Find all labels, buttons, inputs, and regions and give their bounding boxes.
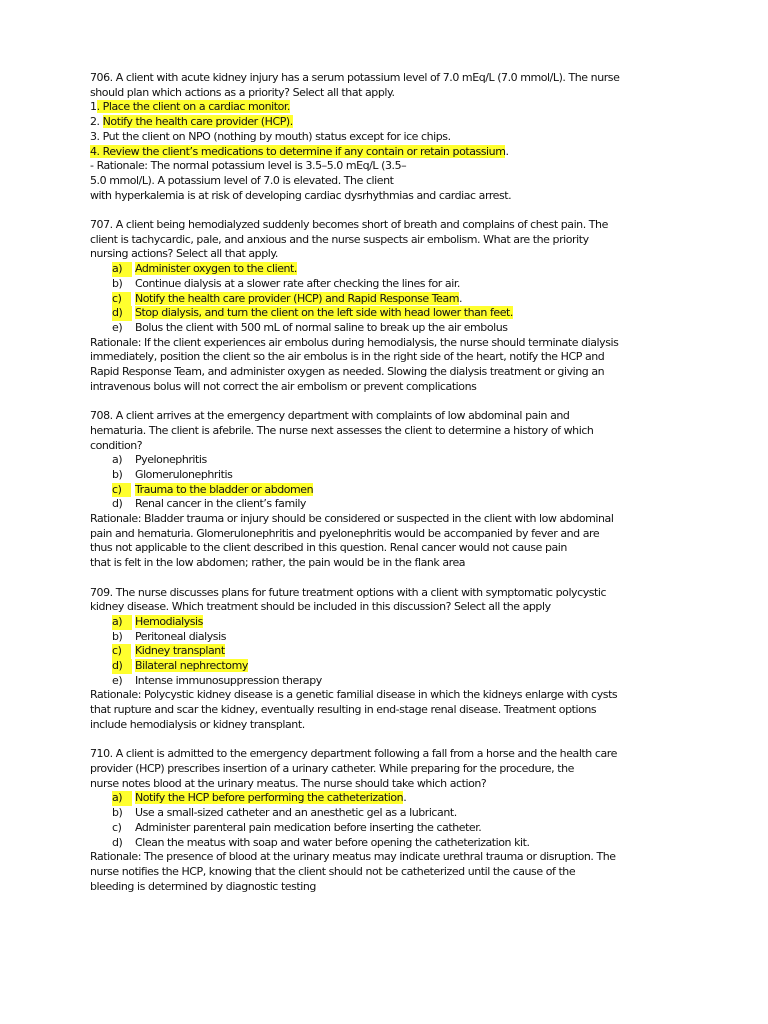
rationale-line: Rapid Response Team, and administer oxygen as needed. Slowing the dialysis treatment or giving an [90,365,605,379]
answer-option-c [90,821,690,836]
highlighted-answer: Hemodialysis [135,614,203,628]
rationale-line: that rupture and scar the kidney, eventually resulting in end-stage renal disease. Treatment options [90,703,597,717]
rationale-line: 5.0 mmol/L). A potassium level of 7.0 is elevated. The client [90,173,394,187]
question-710 [90,747,690,894]
rationale-line: immediately, position the client so the air embolus is in the right side of the heart, notify the HCP and [90,350,605,364]
rationale-line: pain and hematuria. Glomerulonephritis and pyelonephritis would be accompanied by fever and are [90,526,600,540]
option-text: Intense immunosuppression therapy [135,673,322,687]
option-text: Renal cancer in the client’s family [135,497,306,511]
answer-option-c [90,644,690,659]
answer-option-a [90,262,690,277]
option-label: d) [112,835,123,849]
highlighted-answer: Bilateral nephrectomy [135,659,248,673]
option-label: c) [112,483,131,498]
highlighted-answer: 4. Review the client’s medications to determine if any contain or retain potassium [90,144,506,158]
option-label: b) [112,806,123,820]
option-text: Administer parenteral pain medication before inserting the catheter. [135,820,482,834]
option-label: a) [112,791,132,806]
option-label: a) [112,262,132,277]
option-label: b) [112,629,123,643]
question-stem-line: hematuria. The client is afebrile. The nurse next assesses the client to determine a history of which [90,423,594,437]
rationale-line: that is felt in the low abdomen; rather, the pain would be in the flank area [90,556,466,570]
option-number: 2. [90,115,103,129]
highlighted-answer: Administer oxygen to the client. [135,262,297,276]
highlighted-answer: Trauma to the bladder or abdomen [135,482,314,496]
option-suffix: . [403,791,407,805]
rationale-line: nurse notifies the HCP, knowing that the client should not be catheterized until the cause of the [90,864,576,878]
rationale-line: thus not applicable to the client described in this question. Renal cancer would not cause pain [90,541,567,555]
answer-option-b [90,468,690,483]
option-text: Pyelonephritis [135,453,207,467]
rationale-line: Rationale: The presence of blood at the urinary meatus may indicate urethral trauma or disruption. The [90,850,616,864]
answer-option-b [90,277,690,292]
option-suffix: . [459,291,463,305]
answer-option-c [90,483,690,498]
option-label: c) [112,292,131,307]
highlighted-answer: Stop dialysis, and turn the client on the left side with head lower than feet. [135,306,513,320]
option-label: b) [112,276,123,290]
answer-option-d [90,836,690,851]
question-708 [90,409,690,571]
rationale-line: Rationale: Polycystic kidney disease is a genetic familial disease in which the kidneys enlarge with cysts [90,688,618,702]
option-label: e) [112,320,123,334]
answer-option-1 [90,100,690,115]
rationale-line: include hemodialysis or kidney transplant. [90,717,305,731]
answer-option-a [90,615,690,630]
option-label: e) [112,673,123,687]
answer-option-c [90,292,690,307]
option-text: Peritoneal dialysis [135,629,226,643]
answer-option-a [90,791,690,806]
option-text: Clean the meatus with soap and water before opening the catheterization kit. [135,835,530,849]
document-page [90,71,690,909]
answer-option-d [90,497,690,512]
option-text: Use a small-sized catheter and an anesthetic gel as a lubricant. [135,806,457,820]
highlighted-answer: Notify the HCP before performing the catheterization [135,791,404,805]
question-stem-line: nursing actions? Select all that apply. [90,247,278,261]
rationale-line: with hyperkalemia is at risk of developing cardiac dysrhythmias and cardiac arrest. [90,188,512,202]
question-stem-line: provider (HCP) prescribes insertion of a urinary catheter. While preparing for the procedure, the [90,761,574,775]
question-stem-line: nurse notes blood at the urinary meatus. The nurse should take which action? [90,776,487,790]
highlighted-answer: Kidney transplant [135,644,225,658]
option-label: b) [112,467,123,481]
answer-option-3: 3. Put the client on NPO (nothing by mouth) status except for ice chips. [90,129,451,143]
question-706 [90,71,690,203]
answer-option-d [90,659,690,674]
option-label: a) [112,615,132,630]
answer-option-4 [90,145,690,160]
option-label: d) [112,497,123,511]
option-number: 1 [90,100,97,114]
question-stem-line: 708. A client arrives at the emergency department with complaints of low abdominal pain and [90,409,570,423]
option-label: d) [112,659,132,674]
option-text: Continue dialysis at a slower rate after checking the lines for air. [135,276,460,290]
answer-option-b [90,630,690,645]
question-stem-line: 706. A client with acute kidney injury has a serum potassium level of 7.0 mEq/L (7.0 mmol/L). The nurse [90,71,620,84]
option-text: Bolus the client with 500 mL of normal saline to break up the air embolus [135,320,508,334]
question-stem-line: 710. A client is admitted to the emergency department following a fall from a horse and the health care [90,747,617,761]
highlighted-answer: . Place the client on a cardiac monitor. [96,100,290,114]
rationale-line: - Rationale: The normal potassium level is 3.5–5.0 mEq/L (3.5– [90,159,407,173]
rationale-line: intravenous bolus will not correct the air embolism or prevent complications [90,379,477,393]
rationale-line: Rationale: If the client experiences air embolus during hemodialysis, the nurse should terminate dialysis [90,335,619,349]
option-label: c) [112,820,122,834]
option-suffix: . [505,144,509,158]
rationale-line: bleeding is determined by diagnostic testing [90,879,316,893]
answer-option-a [90,453,690,468]
answer-option-2 [90,115,690,130]
question-stem-line: 709. The nurse discusses plans for future treatment options with a client with symptomatic polycystic [90,585,607,599]
answer-option-d [90,306,690,321]
answer-option-e [90,674,690,689]
option-label: a) [112,453,123,467]
option-label: c) [112,644,131,659]
question-stem-line: 707. A client being hemodialyzed suddenly becomes short of breath and complains of chest pain. The [90,218,608,232]
question-stem-line: client is tachycardic, pale, and anxious and the nurse suspects air embolism. What are the priority [90,232,589,246]
option-label: d) [112,306,132,321]
question-707 [90,218,690,394]
option-text: Glomerulonephritis [135,467,233,481]
highlighted-answer: Notify the health care provider (HCP) and Rapid Response Team [135,291,460,305]
answer-option-b [90,806,690,821]
question-709 [90,586,690,733]
question-stem-line: should plan which actions as a priority? Select all that apply. [90,85,395,99]
question-stem-line: condition? [90,438,143,452]
highlighted-answer: Notify the health care provider (HCP). [102,115,293,129]
question-stem-line: kidney disease. Which treatment should be included in this discussion? Select all the apply [90,600,551,614]
rationale-line: Rationale: Bladder trauma or injury should be considered or suspected in the client with low abdominal [90,512,614,526]
answer-option-e [90,321,690,336]
